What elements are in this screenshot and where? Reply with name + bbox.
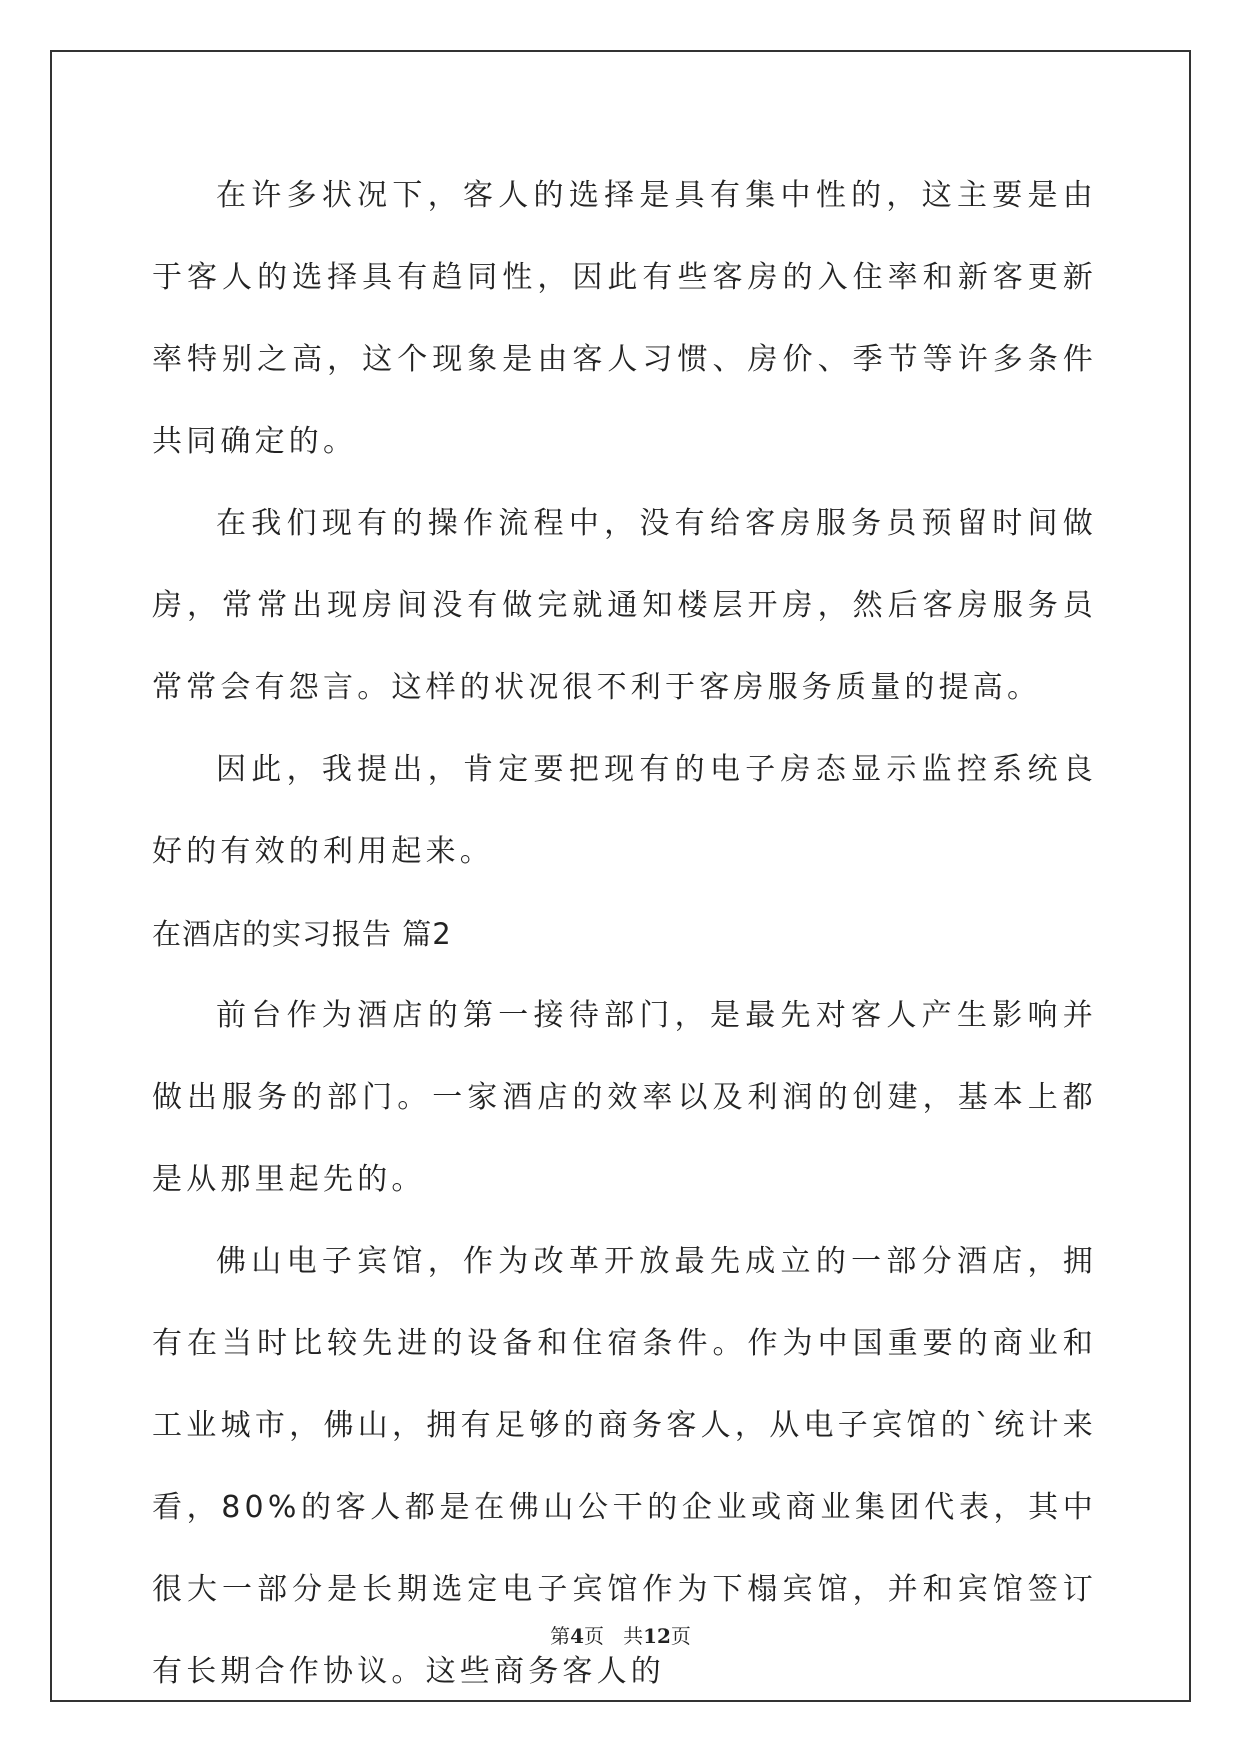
page-suffix: 页 — [670, 1624, 691, 1648]
paragraph: 因此，我提出，肯定要把现有的电子房态显示监控系统良好的有效的利用起来。 — [152, 752, 1097, 869]
section-title: 在酒店的实习报告 篇2 — [152, 917, 452, 951]
paragraph: 在我们现有的操作流程中，没有给客房服务员预留时间做房，常常出现房间没有做完就通知楼层开房，然后客房服务员常常会有怨言。这样的状况很不利于客房服务质量的提高。 — [152, 506, 1097, 705]
page-mid: 页 共 — [584, 1624, 644, 1648]
page-footer — [0, 1620, 1241, 1649]
paragraph: 在许多状况下，客人的选择是具有集中性的，这主要是由于客人的选择具有趋同性，因此有些客房的入住率和新客更新率特别之高，这个现象是由客人习惯、房价、季节等许多条件共同确定的。 — [152, 178, 1097, 459]
total-page-number: 12 — [643, 1624, 671, 1648]
page-prefix: 第 — [550, 1624, 571, 1648]
current-page-number: 4 — [570, 1624, 584, 1648]
paragraph: 前台作为酒店的第一接待部门，是最先对客人产生影响并做出服务的部门。一家酒店的效率以及利润的创建，基本上都是从那里起先的。 — [152, 998, 1097, 1197]
document-body — [152, 155, 1097, 1713]
paragraph: 佛山电子宾馆，作为改革开放最先成立的一部分酒店，拥有在当时比较先进的设备和住宿条件。作为中国重要的商业和工业城市，佛山，拥有足够的商务客人，从电子宾馆的`统计来看，80%的客人都是在佛山公干的企业或商业集团代表，其中很大一部分是长期选定电子宾馆作为下榻宾馆，并和宾馆签订有长期合作协议。这些商务客人的 — [152, 1244, 1097, 1689]
